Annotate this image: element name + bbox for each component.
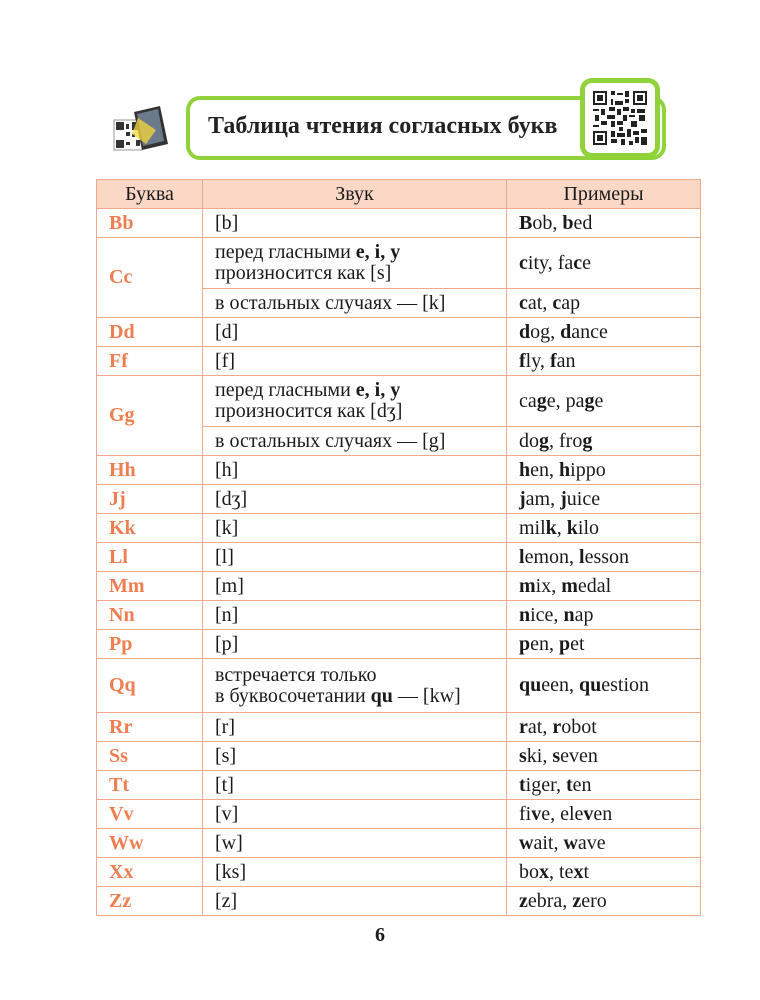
table-row [97,742,701,771]
example-cell [507,713,701,742]
sound-cell [203,887,507,916]
example-highlight: t [565,773,573,796]
letter-cell: Pp [97,630,203,659]
table-row [97,601,701,630]
sound-cell [203,630,507,659]
sound-cell [203,514,507,543]
table-row [97,347,701,376]
sound-cell [203,427,507,456]
table-row [97,630,701,659]
example-highlight: l [519,545,525,568]
example-text: an [556,349,576,372]
example-text: en [572,773,592,796]
example-highlight: t [519,773,526,796]
example-highlight: x [539,860,549,883]
example-text: og, [530,320,561,343]
example-highlight: n [563,603,575,626]
sound-text: [v] [215,802,239,825]
phone-scan-icon [112,104,170,156]
example-cell [507,209,701,238]
example-text: ero [581,889,607,912]
sound-cell [203,713,507,742]
letter-cell: Xx [97,858,203,887]
letter-cell: Ll [97,543,203,572]
example-cell [507,771,701,800]
example-highlight: w [563,831,578,854]
example-text: , [556,516,567,539]
consonant-reading-table [96,179,701,916]
example-highlight: r [552,715,562,738]
qr-code-icon [591,89,649,147]
example-highlight: s [552,744,561,767]
example-text: t [583,860,589,883]
sound-cell [203,318,507,347]
example-highlight: m [561,574,578,597]
example-text: et [570,632,585,655]
example-text: iger, [525,773,566,796]
example-highlight: z [519,889,528,912]
example-text: mil [519,516,546,539]
example-highlight: v [583,802,594,825]
example-text: ap [561,291,581,314]
example-text: ity, fa [527,251,574,274]
example-highlight: h [519,458,531,481]
example-highlight: f [549,349,557,372]
example-highlight: x [573,860,584,883]
sound-text-bold: e, i, y [355,379,401,401]
example-highlight: g [582,429,593,452]
example-cell [507,238,701,289]
example-text: ave [577,831,606,854]
sound-text: встречается только [215,663,377,686]
sound-cell [203,456,507,485]
sound-text: [m] [215,574,244,597]
example-cell [507,485,701,514]
sound-text: произносится как [s] [215,262,392,284]
page-number: 6 [375,924,385,946]
sound-cell [203,485,507,514]
example-highlight: k [566,516,578,539]
sound-text: [ks] [215,860,247,883]
example-text: emon, [524,545,579,568]
sound-text: в буквосочетании [215,684,371,707]
example-highlight: h [559,458,571,481]
letter-cell: Dd [97,318,203,347]
example-text: e [582,251,592,274]
sound-cell [203,238,507,289]
example-text: ebra, [527,889,573,912]
example-highlight: c [519,251,528,274]
page-title: Таблица чтения согласных букв [208,113,558,139]
letter-cell: Hh [97,456,203,485]
example-text: e [594,389,604,412]
table-row [97,238,701,289]
example-cell [507,887,701,916]
sound-cell [203,800,507,829]
example-text: do [519,429,539,452]
example-text: obot [561,715,597,738]
qr-code-frame[interactable] [580,78,660,158]
sound-cell [203,659,507,713]
letter-cell: Qq [97,659,203,713]
example-text: estion [601,674,650,696]
example-highlight: r [519,715,528,738]
example-highlight: j [519,487,526,510]
example-highlight: b [562,211,574,234]
example-text: ilo [577,516,600,539]
example-highlight: c [573,251,583,274]
example-text: ix, [535,574,562,597]
sound-cell [203,601,507,630]
letter-cell: Tt [97,771,203,800]
letter-cell: Cc [97,238,203,318]
example-highlight: qu [579,674,602,696]
sound-text: перед гласными [215,241,356,263]
sound-text: [d] [215,320,239,343]
example-text: uice [566,487,601,510]
example-text: ap [574,603,594,626]
example-text: ippo [570,458,606,481]
sound-text: [b] [215,211,239,234]
table-row [97,771,701,800]
example-text: een, [541,674,580,696]
letter-cell: Kk [97,514,203,543]
sound-text: [dʒ] [215,487,248,510]
sound-text: [f] [215,349,235,372]
table-row [97,800,701,829]
example-highlight: v [531,802,542,825]
example-cell [507,376,701,427]
sound-cell [203,376,507,427]
sound-cell [203,572,507,601]
example-text: bo [519,860,539,883]
sound-text: [h] [215,458,239,481]
example-cell [507,456,701,485]
table-row [97,858,701,887]
table-row [97,456,701,485]
example-text: ance [571,320,608,343]
example-highlight: p [519,632,531,655]
letter-cell: Ss [97,742,203,771]
example-highlight: m [519,574,536,597]
letter-cell: Zz [97,887,203,916]
sound-text: — [kw] [392,684,461,707]
sound-text: [p] [215,632,239,655]
table-row [97,543,701,572]
example-text: even [560,744,598,767]
letter-cell: Nn [97,601,203,630]
example-cell [507,543,701,572]
sound-text: [l] [215,545,234,568]
example-text: ice, [530,603,564,626]
sound-text: произносится как [dʒ] [215,400,403,422]
sound-text: [r] [215,715,235,738]
example-cell [507,572,701,601]
example-text: en, [530,632,560,655]
example-text: en, [530,458,560,481]
example-cell [507,829,701,858]
example-highlight: p [559,632,571,655]
sound-text: [s] [215,744,237,767]
example-highlight: g [536,389,547,412]
example-highlight: g [584,389,595,412]
example-cell [507,601,701,630]
sound-text: [z] [215,889,238,912]
table-row [97,514,701,543]
example-cell [507,289,701,318]
letter-cell: Bb [97,209,203,238]
sound-text: [w] [215,831,243,854]
example-highlight: B [519,211,533,234]
example-text: at, [527,715,553,738]
example-highlight: z [572,889,582,912]
example-highlight: c [552,291,562,314]
table-row [97,887,701,916]
example-highlight: c [519,291,528,314]
table-header-row [97,180,701,209]
sound-text-bold: qu [370,684,393,707]
table-row [97,659,701,713]
example-text: , fro [549,429,583,452]
example-highlight: s [519,744,527,767]
sound-text: перед гласными [215,379,356,401]
sound-cell [203,829,507,858]
example-text: e, ele [541,802,584,825]
sound-cell [203,742,507,771]
example-highlight: j [560,487,567,510]
sound-text: [t] [215,773,234,796]
sound-text: в остальных случаях — [k] [215,291,446,314]
example-text: , te [549,860,574,883]
example-highlight: n [519,603,531,626]
column-header-sound: Звук [203,180,507,209]
sound-cell [203,771,507,800]
sound-cell [203,347,507,376]
letter-cell: Mm [97,572,203,601]
example-text: edal [577,574,612,597]
letter-cell: Vv [97,800,203,829]
example-text: esson [584,545,630,568]
example-cell [507,514,701,543]
letter-cell: Gg [97,376,203,456]
sound-cell [203,209,507,238]
table-row [97,829,701,858]
example-highlight: d [519,320,531,343]
table-row [97,318,701,347]
column-header-letter: Буква [97,180,203,209]
sound-text: [k] [215,516,239,539]
sound-text: [n] [215,603,239,626]
sound-text: в остальных случаях — [g] [215,429,446,452]
example-text: ki, [526,744,553,767]
example-cell [507,630,701,659]
example-highlight: l [579,545,585,568]
letter-cell: Ww [97,829,203,858]
table-row [97,485,701,514]
example-highlight: g [539,429,549,452]
example-text: am, [525,487,561,510]
sound-cell [203,289,507,318]
example-cell [507,659,701,713]
table-row [97,713,701,742]
example-text: ly, [525,349,550,372]
table-row [97,376,701,427]
example-highlight: f [519,349,526,372]
sound-cell [203,858,507,887]
table-row [97,572,701,601]
example-highlight: qu [519,674,542,696]
example-cell [507,347,701,376]
sound-cell [203,543,507,572]
example-text: ob, [532,211,563,234]
table-row [97,209,701,238]
example-highlight: k [545,516,557,539]
example-cell [507,427,701,456]
letter-cell: Jj [97,485,203,514]
sound-text-bold: e, i, y [355,241,401,263]
example-cell [507,742,701,771]
example-highlight: w [519,831,534,854]
letter-cell: Rr [97,713,203,742]
example-text: ca [519,389,537,412]
example-text: ed [573,211,593,234]
example-cell [507,858,701,887]
example-text: fi [519,802,532,825]
example-highlight: d [560,320,572,343]
example-text: at, [527,291,553,314]
example-cell [507,318,701,347]
column-header-examples: Примеры [507,180,701,209]
letter-cell: Ff [97,347,203,376]
example-text: ait, [533,831,564,854]
example-cell [507,800,701,829]
example-text: en [593,802,613,825]
example-text: e, pa [546,389,585,412]
